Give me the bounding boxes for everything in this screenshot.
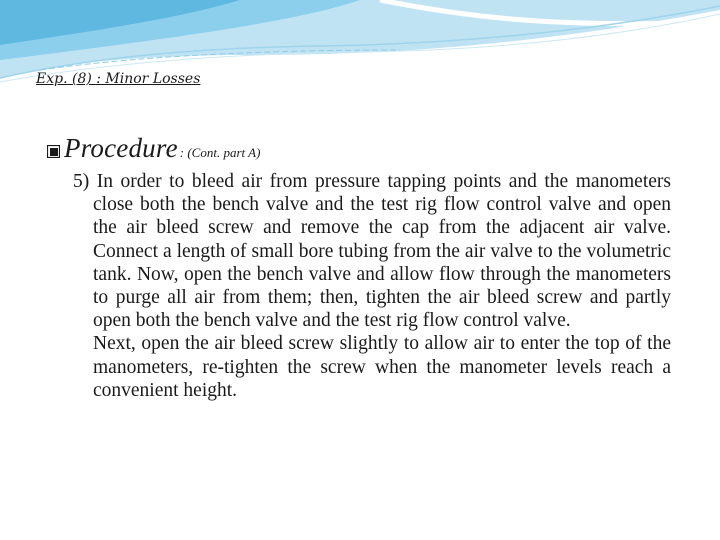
slide-header-label: Exp. (8) : Minor Losses xyxy=(36,71,201,87)
section-subtitle: : (Cont. part A) xyxy=(179,145,261,160)
procedure-step-text: 5) In order to bleed air from pressure tapping points and the manometers close both the bench valve and the test rig flow control valve and open the air bleed screw and remove the cap from the adjacent air valve. Connect a length of small bore tubing from the air valve to the volumetric tank. Now, open the bench valve and allow flow through the manometers to purge all air from them; then, tighten the air bleed screw and partly open both the bench valve and the test rig flow control valve. xyxy=(73,171,671,332)
section-title: Procedure xyxy=(64,133,178,163)
procedure-body xyxy=(73,170,671,402)
checkbox-bullet-icon xyxy=(47,145,60,158)
procedure-next-text: Next, open the air bleed screw slightly to allow air to enter the top of the manometers, re-tighten the screw when the manometer levels reach a convenient height. xyxy=(93,333,671,401)
section-heading xyxy=(47,133,260,164)
